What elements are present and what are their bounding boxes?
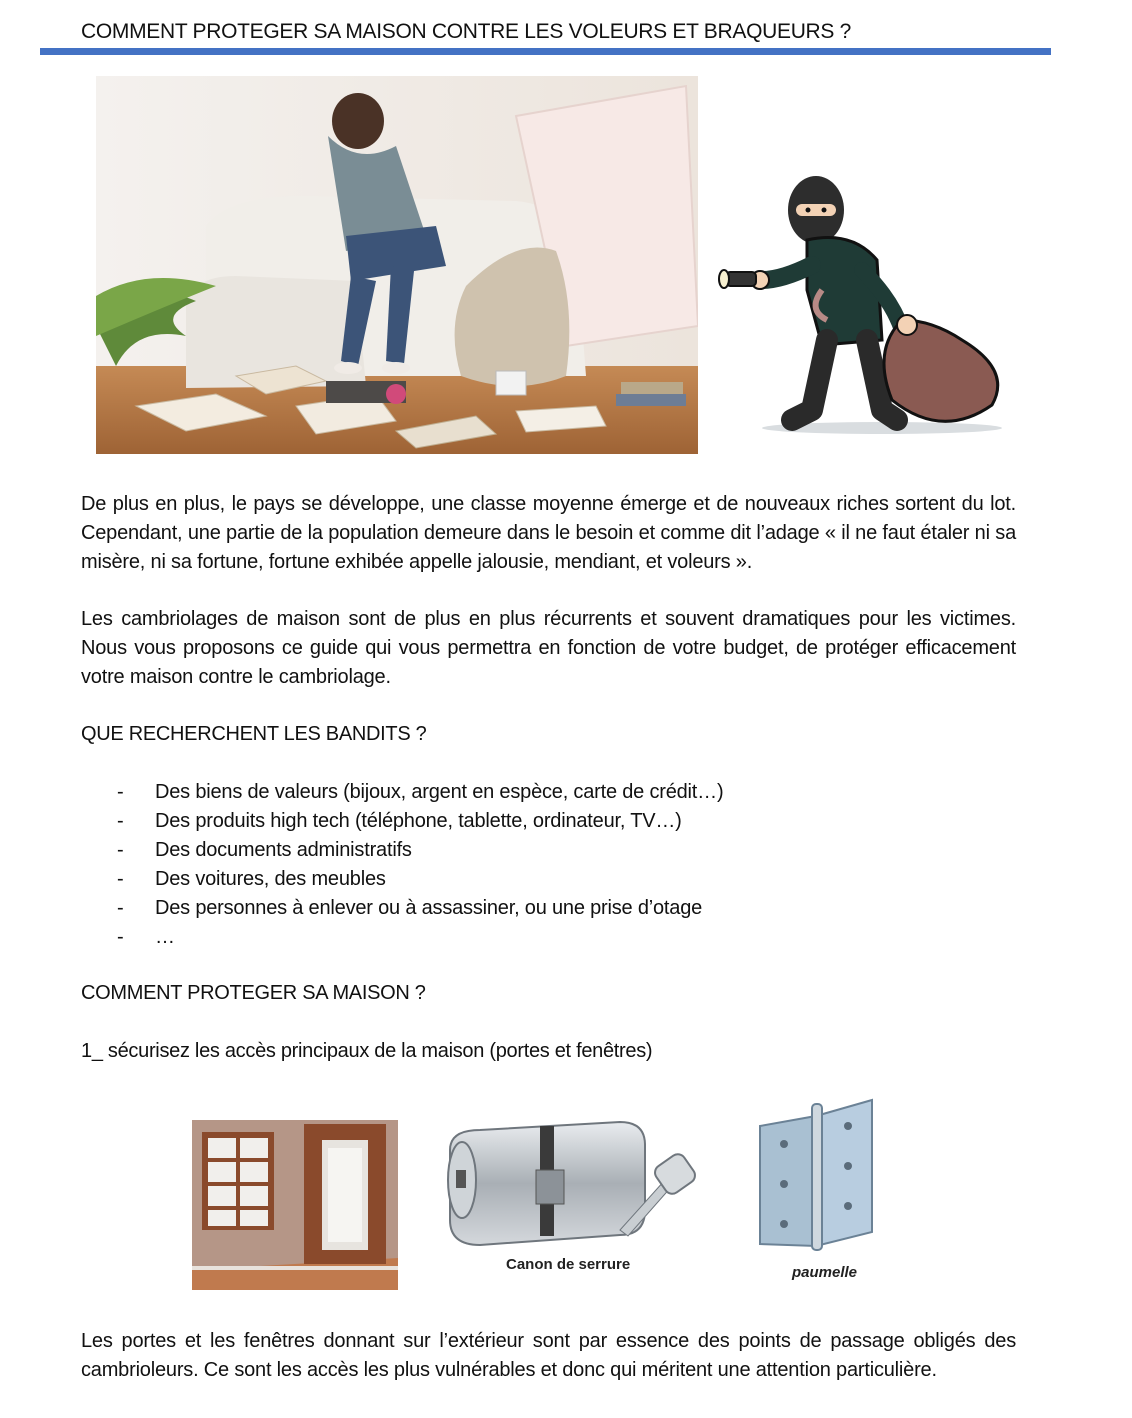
list-item: - Des voitures, des meubles [117, 868, 386, 890]
intro-paragraph-1: De plus en plus, le pays se développe, une classe moyenne émerge et de nouveaux riches sortent du lot. Cependant, une partie de la population demeure dans le besoin et comme dit l’adage « il ne faut étaler ni sa misère, ni sa fortune, fortune exhibée appelle jalousie, mendiant, et voleurs ». [81, 493, 1016, 573]
hinge-caption: paumelle [792, 1264, 858, 1281]
closing-paragraph: Les portes et les fenêtres donnant sur l’extérieur sont par essence des points de passage obligés des cambrioleurs. Ce sont les accès les plus vulnérables et donc qui méritent une attention particulière. [81, 1330, 1016, 1381]
page-title: COMMENT PROTEGER SA MAISON CONTRE LES VOLEURS ET BRAQUEURS ? [81, 20, 852, 43]
stolen-items-list [81, 778, 981, 952]
section-heading-protect: COMMENT PROTEGER SA MAISON ? [81, 982, 426, 1004]
burglar-illustration [712, 170, 1004, 434]
list-item: - … [117, 926, 175, 948]
lock-cylinder-with-key [440, 1100, 702, 1252]
intro-paragraph-2: Les cambriolages de maison sont de plus en plus récurrents et souvent dramatiques pour les victimes. Nous vous proposons ce guide qui vous permettra en fonction de votre budget, de protéger efficacement votre maison contre le cambriolage. [81, 608, 1016, 688]
subheading-secure-access: 1_ sécurisez les accès principaux de la maison (portes et fenêtres) [81, 1040, 653, 1062]
list-item: - Des personnes à enlever ou à assassiner, ou une prise d’otage [117, 897, 703, 919]
door-hinge [756, 1096, 876, 1256]
list-item: - Des produits high tech (téléphone, tablette, ordinateur, TV…) [117, 810, 682, 832]
door-and-window-illustration [192, 1120, 398, 1290]
lock-caption: Canon de serrure [506, 1256, 631, 1273]
list-item: - Des biens de valeurs (bijoux, argent en espèce, carte de crédit…) [117, 781, 724, 803]
list-item: - Des documents administratifs [117, 839, 412, 861]
burglarized-living-room-photo [96, 76, 698, 454]
section-heading-bandits: QUE RECHERCHENT LES BANDITS ? [81, 723, 427, 745]
title-underline [40, 48, 1051, 55]
